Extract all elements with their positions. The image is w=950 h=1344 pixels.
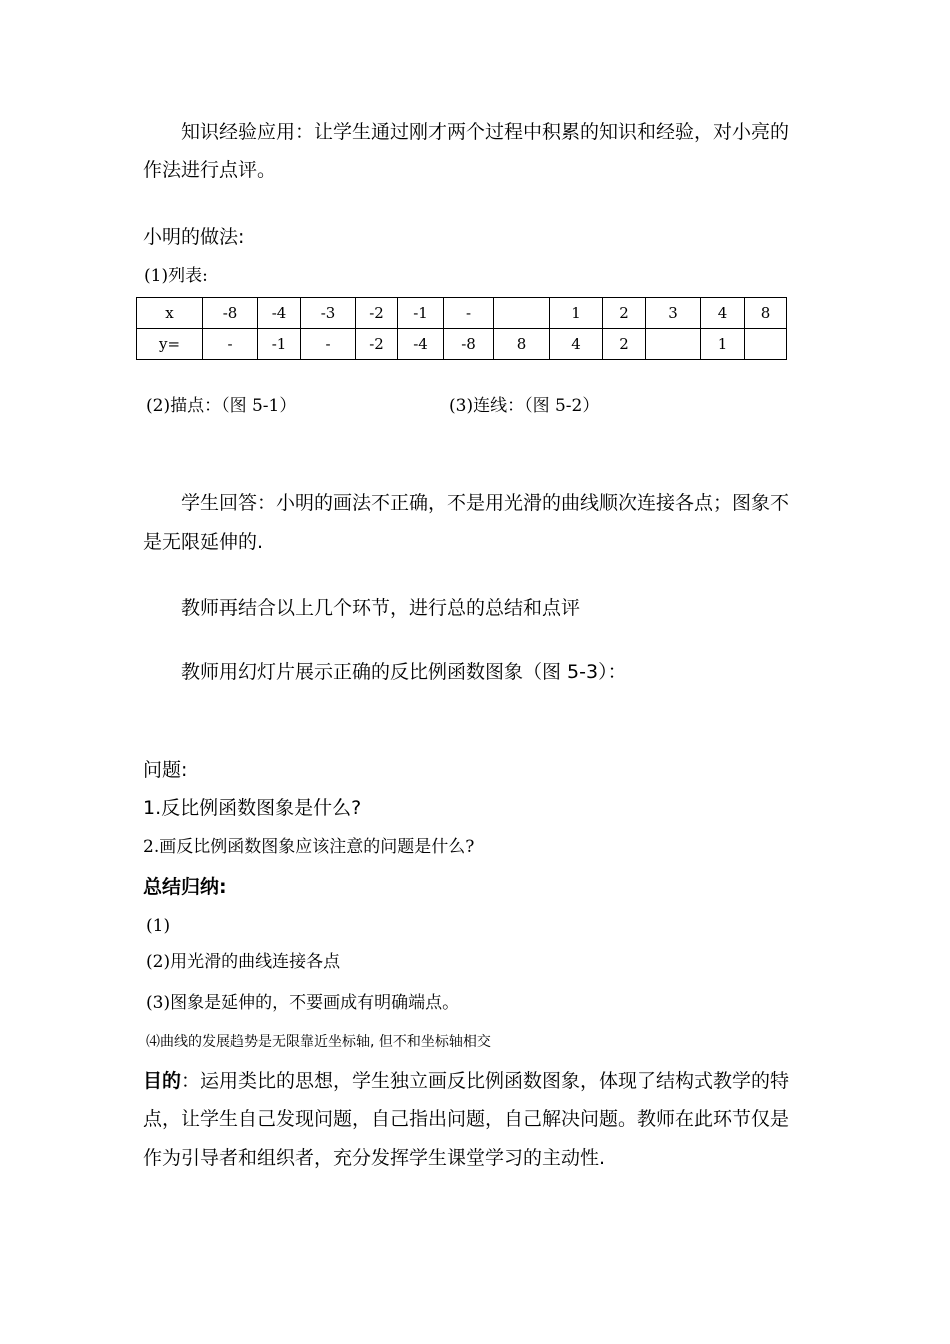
- table-cell: [646, 329, 701, 360]
- intro-line-1: 知识经验应用：让学生通过刚才两个过程中积累的知识和经验，对小亮的: [181, 121, 790, 143]
- student-answer-line-1: 学生回答：小明的画法不正确，不是用光滑的曲线顺次连接各点；图象不: [181, 492, 790, 514]
- table-cell: [494, 298, 550, 329]
- table-cell: -2: [356, 329, 398, 360]
- conclusion-item-1: (1): [146, 916, 171, 936]
- value-table: [136, 297, 787, 360]
- table-cell: x: [137, 298, 203, 329]
- question-1: 1.反比例函数图象是什么?: [143, 797, 362, 819]
- table-cell: 1: [550, 298, 603, 329]
- table-row-y: [137, 329, 787, 360]
- table-cell: 4: [550, 329, 603, 360]
- step-1-label: (1)列表:: [144, 266, 208, 286]
- table-cell: -3: [301, 298, 356, 329]
- student-answer-line-2: 是无限延伸的.: [143, 531, 264, 553]
- table-cell: -: [301, 329, 356, 360]
- xiaoming-heading: 小明的做法:: [143, 226, 245, 248]
- teacher-summary: 教师再结合以上几个环节，进行总的总结和点评: [181, 597, 581, 619]
- table-cell: 8: [745, 298, 787, 329]
- teacher-slides: 教师用幻灯片展示正确的反比例函数图象（图 5-3）：: [181, 661, 627, 683]
- table-cell: 3: [646, 298, 701, 329]
- question-2: 2.画反比例函数图象应该注意的问题是什么?: [143, 837, 475, 857]
- table-cell: -1: [258, 329, 301, 360]
- conclusion-heading: 总结归纳:: [143, 876, 227, 898]
- table-cell: -1: [398, 298, 444, 329]
- intro-line-2: 作法进行点评。: [143, 159, 277, 181]
- questions-heading: 问题:: [143, 759, 188, 781]
- table-cell: 4: [701, 298, 745, 329]
- table-cell: -: [203, 329, 258, 360]
- purpose-line-3: 作为引导者和组织者，充分发挥学生课堂学习的主动性.: [143, 1147, 606, 1169]
- conclusion-item-4: ⑷曲线的发展趋势是无限靠近坐标轴, 但不和坐标轴相交: [146, 1034, 491, 1050]
- table-cell: -2: [356, 298, 398, 329]
- table-cell: -4: [258, 298, 301, 329]
- table-cell: 8: [494, 329, 550, 360]
- table-cell: 2: [603, 298, 646, 329]
- table-cell: 2: [603, 329, 646, 360]
- step-3-label: (3)连线：（图 5-2）: [449, 396, 600, 416]
- purpose-text-1: ：运用类比的思想，学生独立画反比例函数图象，体现了结构式教学的特: [181, 1070, 790, 1092]
- table-cell: -8: [203, 298, 258, 329]
- conclusion-item-3: (3)图象是延伸的，不要画成有明确端点。: [146, 993, 460, 1013]
- table-cell: -: [444, 298, 494, 329]
- conclusion-item-2: (2)用光滑的曲线连接各点: [146, 952, 341, 972]
- purpose-line-1: [143, 1069, 789, 1093]
- table-cell: 1: [701, 329, 745, 360]
- table-cell: y=: [137, 329, 203, 360]
- table-cell: [745, 329, 787, 360]
- step-2-label: (2)描点：（图 5-1）: [146, 396, 297, 416]
- table-cell: -8: [444, 329, 494, 360]
- table-row-x: [137, 298, 787, 329]
- purpose-line-2: 点，让学生自己发现问题，自己指出问题，自己解决问题。教师在此环节仅是: [143, 1108, 790, 1130]
- table-cell: -4: [398, 329, 444, 360]
- purpose-label: 目的: [143, 1070, 182, 1092]
